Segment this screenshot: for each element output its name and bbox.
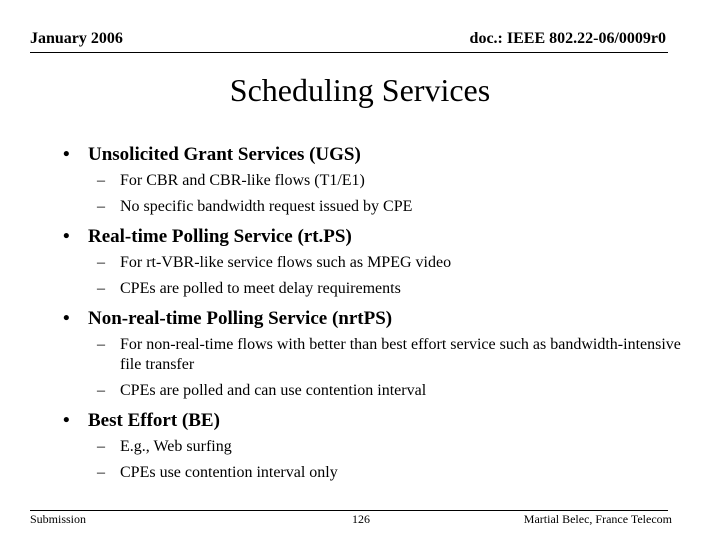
section-heading: Real-time Polling Service (rt.PS) (88, 226, 352, 247)
section-rtps (63, 223, 683, 251)
sub-item-text: CPEs use contention interval only (120, 464, 338, 481)
section-nrtps (63, 305, 683, 333)
footer-submission: Submission (30, 512, 87, 526)
sub-item-text: CPEs are polled to meet delay requirements (120, 280, 401, 297)
sub-item-text: No specific bandwidth request issued by CPE (120, 198, 413, 215)
header-date: January 2006 (30, 30, 123, 47)
slide-content (63, 141, 683, 489)
bullet-icon: • (63, 308, 70, 329)
sub-item (63, 171, 683, 191)
dash-icon: – (97, 280, 105, 297)
sub-item-text: For non-real-time flows with better than best effort service such as bandwidth-intensive file transfer (120, 336, 681, 373)
sub-item (63, 279, 683, 299)
footer-author: Martial Belec, France Telecom (523, 512, 672, 526)
sub-item (63, 253, 683, 273)
header-divider (30, 52, 668, 53)
sub-item-text: CPEs are polled and can use contention interval (120, 382, 427, 399)
dash-icon: – (97, 254, 105, 271)
sub-item-text: For CBR and CBR-like flows (T1/E1) (120, 172, 365, 189)
sub-item-text: For rt-VBR-like service flows such as MPEG video (120, 254, 452, 271)
dash-icon: – (97, 464, 105, 481)
dash-icon: – (97, 438, 105, 455)
footer-page-number: 126 (352, 512, 370, 526)
section-heading: Best Effort (BE) (88, 410, 220, 431)
section-be (63, 407, 683, 435)
sub-item (63, 381, 683, 401)
bullet-icon: • (63, 410, 70, 431)
dash-icon: – (97, 172, 105, 189)
sub-item-text: E.g., Web surfing (120, 438, 232, 455)
sub-item (63, 437, 683, 457)
slide-title: Scheduling Services (229, 72, 491, 108)
footer-divider (30, 510, 668, 511)
section-heading: Unsolicited Grant Services (UGS) (88, 144, 361, 165)
bullet-icon: • (63, 226, 70, 247)
sub-item (63, 463, 683, 483)
dash-icon: – (97, 382, 105, 399)
dash-icon: – (97, 336, 105, 353)
sub-item (63, 335, 683, 375)
sub-item (63, 197, 683, 217)
header-doc-id: doc.: IEEE 802.22-06/0009r0 (469, 30, 666, 47)
dash-icon: – (97, 198, 105, 215)
section-ugs (63, 141, 683, 169)
section-heading: Non-real-time Polling Service (nrtPS) (88, 308, 393, 329)
bullet-icon: • (63, 144, 70, 165)
